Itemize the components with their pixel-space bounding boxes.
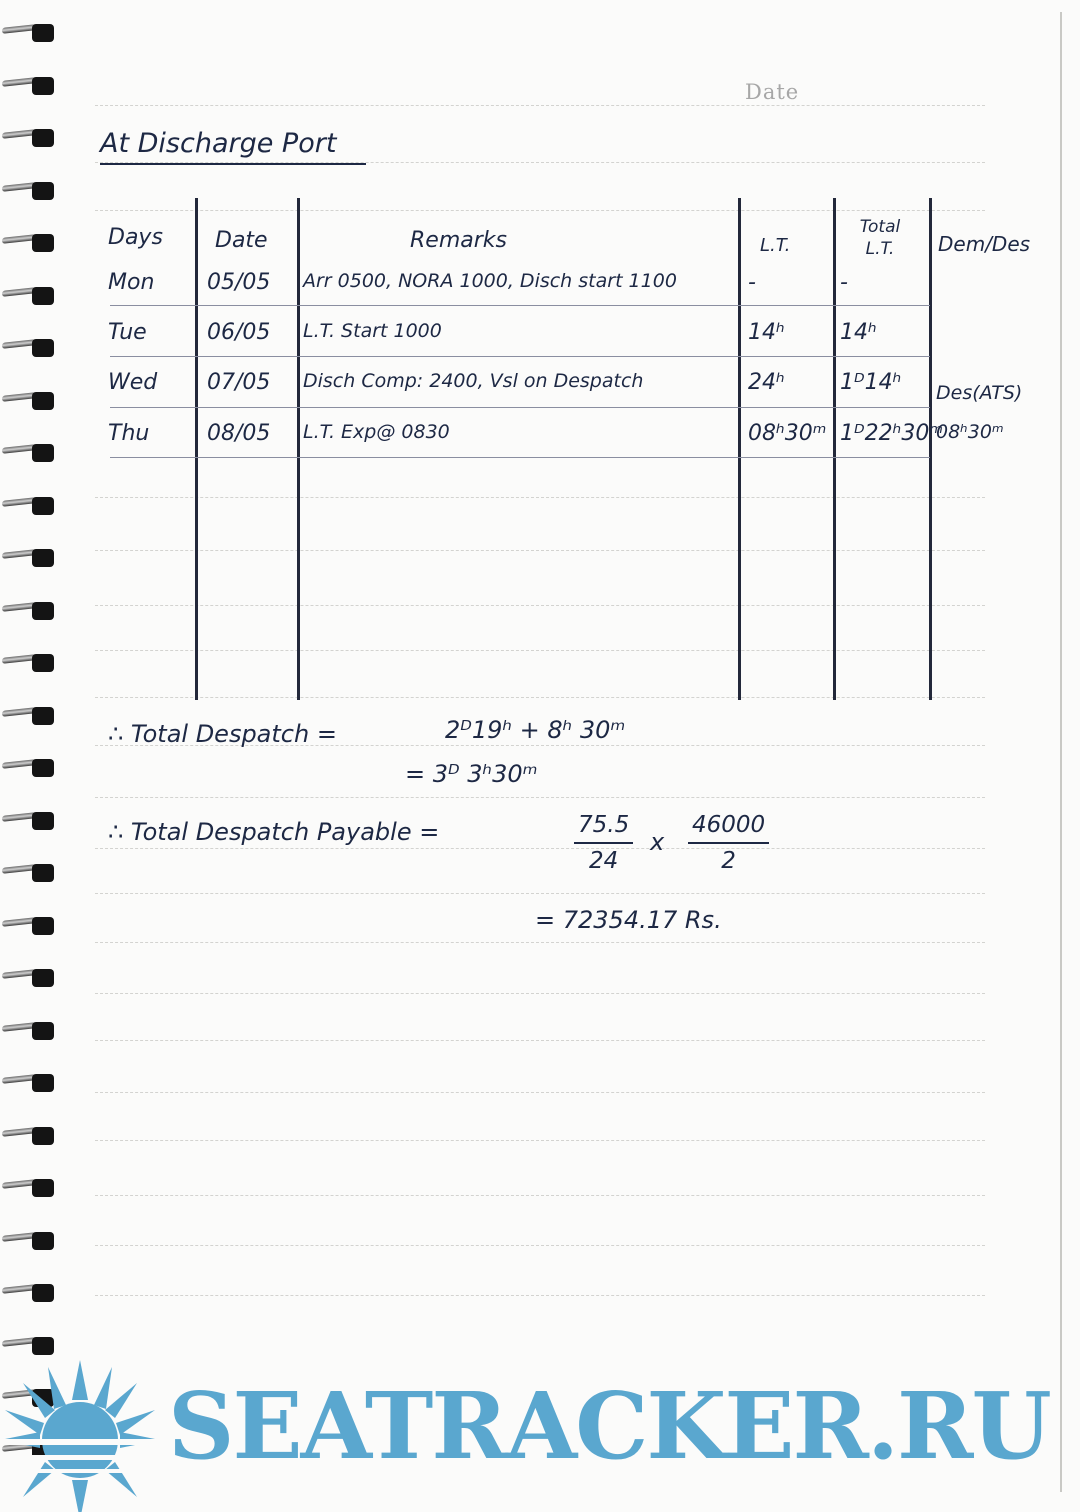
- date-label: Date: [745, 80, 800, 104]
- spiral-ring: [2, 915, 54, 935]
- ruled-line: [95, 650, 985, 651]
- column-divider: [297, 198, 300, 700]
- cell-dem-des: 08ʰ30ᵐ: [936, 421, 1004, 443]
- fraction-rate-numerator: 46000: [688, 812, 769, 844]
- spiral-ring: [2, 75, 54, 95]
- fraction-time-denominator: 24: [588, 848, 619, 874]
- spiral-ring: [2, 127, 54, 147]
- spiral-ring: [2, 862, 54, 882]
- ruled-line: [95, 993, 985, 994]
- cell-lt: 08ʰ30ᵐ: [748, 421, 827, 446]
- spiral-ring: [2, 1335, 54, 1355]
- spiral-ring: [2, 442, 54, 462]
- header-dem-des: Dem/Des: [938, 232, 1031, 256]
- cell-day: Tue: [108, 320, 147, 345]
- ruled-line: [95, 1140, 985, 1141]
- spiral-ring: [2, 390, 54, 410]
- fraction-rate-denominator: 2: [721, 848, 736, 874]
- sun-logo-icon: [0, 1355, 170, 1512]
- fraction-time: [574, 812, 633, 874]
- ruled-line: [95, 605, 985, 606]
- ruled-line: [95, 1195, 985, 1196]
- total-despatch-sum: = 3ᴰ 3ʰ30ᵐ: [405, 760, 538, 788]
- column-divider: [195, 198, 198, 700]
- ruled-line: [95, 697, 985, 698]
- spiral-ring: [2, 232, 54, 252]
- ruled-line: [95, 1040, 985, 1041]
- ruled-line: [95, 105, 985, 106]
- header-remarks: Remarks: [410, 228, 507, 253]
- cell-total-lt: 14ʰ: [840, 320, 877, 345]
- cell-remarks: Arr 0500, NORA 1000, Disch start 1100: [303, 270, 677, 292]
- ruled-line: [95, 942, 985, 943]
- ruled-line: [95, 893, 985, 894]
- spiral-ring: [2, 337, 54, 357]
- spiral-ring: [2, 285, 54, 305]
- header-total-lt: [845, 216, 915, 260]
- cell-remarks: L.T. Start 1000: [303, 320, 442, 342]
- cell-day: Thu: [108, 421, 150, 446]
- despatch-payable-label: ∴ Total Despatch Payable =: [108, 818, 440, 846]
- total-despatch-label: ∴ Total Despatch =: [108, 720, 337, 748]
- spiral-ring: [2, 1072, 54, 1092]
- ruled-line: [95, 848, 985, 849]
- fraction-rate: [688, 812, 769, 874]
- header-total-lt-line1: Total: [859, 217, 901, 237]
- cell-lt: 24ʰ: [748, 370, 785, 395]
- multiply-sign: x: [650, 828, 665, 856]
- row-divider: [110, 407, 930, 408]
- ruled-line: [95, 1092, 985, 1093]
- ruled-line: [95, 797, 985, 798]
- spiral-binding: [0, 22, 60, 1492]
- spiral-ring: [2, 1177, 54, 1197]
- spiral-ring: [2, 1230, 54, 1250]
- spiral-ring: [2, 547, 54, 567]
- spiral-ring: [2, 22, 54, 42]
- spiral-ring: [2, 757, 54, 777]
- fraction-time-numerator: 75.5: [574, 812, 633, 844]
- cell-remarks: Disch Comp: 2400, Vsl on Despatch: [303, 370, 644, 392]
- row-divider: [110, 457, 930, 458]
- cell-date: 08/05: [207, 421, 271, 446]
- ruled-line: [95, 1245, 985, 1246]
- ruled-line: [95, 1295, 985, 1296]
- cell-dem-des: Des(ATS): [936, 382, 1023, 404]
- header-date: Date: [215, 228, 268, 253]
- cell-total-lt: 1ᴰ22ʰ30ᵐ: [840, 421, 944, 446]
- cell-total-lt: 1ᴰ14ʰ: [840, 370, 902, 395]
- cell-day: Mon: [108, 270, 155, 295]
- cell-date: 07/05: [207, 370, 271, 395]
- ruled-line: [95, 497, 985, 498]
- page-edge: [1060, 12, 1062, 1492]
- spiral-ring: [2, 1282, 54, 1302]
- row-divider: [110, 305, 930, 306]
- spiral-ring: [2, 705, 54, 725]
- column-divider: [929, 198, 932, 700]
- ruled-line: [95, 550, 985, 551]
- spiral-ring: [2, 495, 54, 515]
- despatch-result: = 72354.17 Rs.: [535, 906, 722, 934]
- spiral-ring: [2, 652, 54, 672]
- page-title: At Discharge Port: [100, 128, 366, 165]
- cell-day: Wed: [108, 370, 158, 395]
- cell-date: 05/05: [207, 270, 271, 295]
- column-divider: [833, 198, 836, 700]
- cell-remarks: L.T. Exp@ 0830: [303, 421, 450, 443]
- row-divider: [110, 356, 930, 357]
- cell-lt: 14ʰ: [748, 320, 785, 345]
- spiral-ring: [2, 810, 54, 830]
- header-lt: L.T.: [760, 235, 791, 256]
- total-despatch-value: 2ᴰ19ʰ + 8ʰ 30ᵐ: [445, 716, 626, 744]
- spiral-ring: [2, 967, 54, 987]
- cell-lt: -: [748, 270, 756, 295]
- ruled-line: [95, 210, 985, 211]
- header-total-lt-line2: L.T.: [865, 239, 895, 259]
- cell-date: 06/05: [207, 320, 271, 345]
- spiral-ring: [2, 1020, 54, 1040]
- cell-total-lt: -: [840, 270, 848, 295]
- watermark-logo: SEATRACKER.RU: [168, 1372, 1050, 1480]
- header-days: Days: [108, 225, 163, 250]
- spiral-ring: [2, 1125, 54, 1145]
- column-divider: [738, 198, 741, 700]
- spiral-ring: [2, 180, 54, 200]
- spiral-ring: [2, 600, 54, 620]
